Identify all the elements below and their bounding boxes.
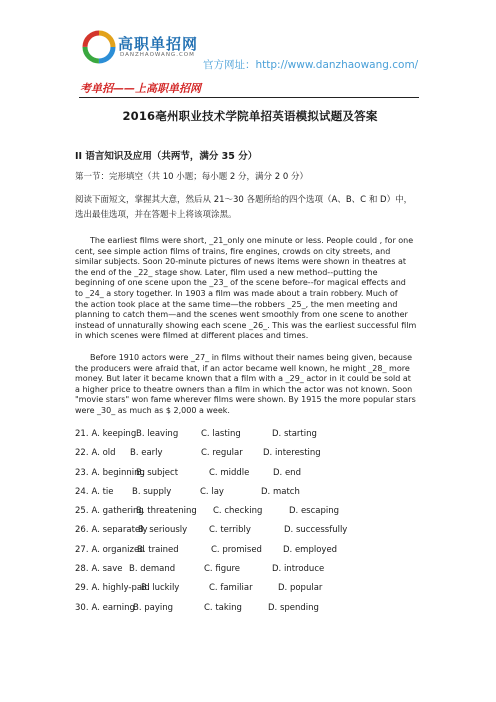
- option-c: C. familiar: [209, 583, 253, 594]
- passage-line: The earliest films were short, _21_only one minute or less. People could , for one: [90, 236, 414, 245]
- section-heading: II 语言知识及应用（共两节，满分 35 分）: [75, 151, 258, 162]
- passage-line: money. But later it became known that a film with a _29_ actor in it could be sold at: [75, 374, 411, 384]
- passage-line: "movie stars" won fame wherever films were shown. By 1915 the more popular stars: [75, 395, 416, 405]
- question-number: 24.: [75, 486, 89, 497]
- option-c: C. promised: [211, 544, 262, 555]
- option-a: A. earning: [91, 602, 135, 613]
- instruction-line: 选出最佳选项，并在答题卡上将该项涂黑。: [75, 210, 237, 220]
- passage-paragraph-2: [75, 353, 425, 417]
- passage-line: beginning of one scene upon the _23_ of the scene before--for magical effects and: [75, 278, 406, 288]
- question-row: [75, 564, 425, 583]
- instructions: [75, 193, 425, 223]
- question-row: [75, 429, 425, 448]
- question-row: [75, 448, 425, 467]
- option-d: D. employed: [283, 544, 338, 555]
- option-c: C. middle: [209, 467, 250, 478]
- option-b: B. trained: [137, 544, 179, 555]
- option-a: A. tie: [91, 486, 114, 497]
- option-d: D. starting: [272, 429, 317, 439]
- part-heading: 第一节：完形填空（共 10 小题；每小题 2 分，满分 2 0 分）: [75, 172, 308, 182]
- option-b: B. subject: [136, 467, 179, 478]
- option-d: D. successfully: [284, 525, 348, 536]
- slogan: 考单招——上高职单招网: [80, 82, 201, 95]
- option-c: C. lasting: [201, 429, 241, 439]
- option-c: C. figure: [204, 564, 241, 575]
- question-row: [75, 468, 425, 487]
- option-d: D. spending: [268, 602, 319, 613]
- passage-line: Before 1910 actors were _27_ in films without their names being given, because: [90, 353, 412, 362]
- option-d: D. popular: [278, 583, 323, 594]
- option-b: B. threatening: [136, 506, 197, 517]
- question-number: 21.: [75, 429, 89, 439]
- option-b: B. leaving: [136, 429, 179, 439]
- option-c: C. terribly: [209, 525, 251, 536]
- question-label: [75, 603, 135, 613]
- question-number: 22.: [75, 448, 89, 459]
- option-b: B. luckily: [141, 583, 180, 594]
- logo-globe-icon: [82, 30, 116, 64]
- option-a: A. gathering: [91, 506, 144, 517]
- question-row: [75, 583, 425, 602]
- answer-options: [75, 429, 425, 622]
- logo-subtext: DANZHAOWANG.COM: [120, 52, 195, 58]
- option-b: B. seriously: [138, 525, 188, 536]
- option-a: A. keeping: [91, 429, 137, 439]
- passage-line: were _30_ as much as $ 2,000 a week.: [75, 405, 230, 415]
- question-label: [75, 487, 114, 497]
- option-a: A. separately: [91, 525, 148, 536]
- question-row: [75, 487, 425, 506]
- passage-line: instead of unnaturally showing each scene _26_. This was the earliest successful film: [75, 320, 417, 330]
- passage-line: similar subjects. Soon 20-minute pictures of news items were shown in theatres at: [75, 257, 406, 267]
- question-number: 26.: [75, 525, 89, 536]
- site-url-link[interactable]: 官方网址：http://www.danzhaowang.com/: [203, 59, 419, 71]
- instruction-line: 阅读下面短文，掌握其大意，然后从 21～30 各题所给的四个选项（A、B、C 和 D）中，: [75, 195, 413, 205]
- option-c: C. taking: [204, 602, 242, 613]
- question-number: 30.: [75, 602, 89, 613]
- question-row: [75, 525, 425, 544]
- question-number: 28.: [75, 564, 89, 575]
- option-d: D. escaping: [289, 506, 340, 517]
- question-label: [75, 545, 145, 555]
- question-number: 29.: [75, 583, 89, 594]
- question-number: 23.: [75, 467, 89, 478]
- passage-line: the end of the _22_ stage show. Later, film used a new method--putting the: [75, 267, 378, 277]
- option-d: D. interesting: [263, 448, 321, 459]
- document-title: 2016亳州职业技术学院单招英语模拟试题及答案: [122, 109, 378, 123]
- passage-line: the action took place at the same time—the robbers _25_, the men meeting and: [75, 299, 398, 309]
- option-b: B. early: [130, 448, 163, 459]
- question-label: [75, 583, 150, 593]
- option-b: B. paying: [133, 602, 174, 613]
- passage-line: a higher price to theatre owners than a film in which the actor was not known. Soon: [75, 384, 413, 394]
- option-b: B. demand: [129, 564, 176, 575]
- question-row: [75, 506, 425, 525]
- option-a: A. organized: [91, 544, 145, 555]
- question-number: 27.: [75, 544, 89, 555]
- question-label: [75, 564, 123, 574]
- question-row: [75, 545, 425, 564]
- logo-text: 高职单招网: [118, 35, 199, 53]
- passage-line: cent, see simple action films of trains, fire engines, crowds on city streets, and: [75, 246, 391, 256]
- question-label: [75, 506, 144, 516]
- question-label: [75, 429, 136, 439]
- option-b: B. supply: [132, 486, 172, 497]
- question-number: 25.: [75, 506, 89, 517]
- page-header: [0, 0, 496, 100]
- option-a: A. beginning: [91, 467, 145, 478]
- passage-paragraph-1: [75, 236, 425, 342]
- option-d: D. introduce: [272, 564, 325, 575]
- option-c: C. regular: [201, 448, 243, 459]
- passage-line: to _24_ a story together. In 1903 a film was made about a train robbery. Much of: [75, 288, 398, 298]
- option-d: D. match: [261, 486, 300, 497]
- option-c: C. lay: [200, 486, 224, 497]
- question-label: [75, 468, 145, 478]
- option-a: A. highly-paid: [91, 583, 150, 594]
- passage-line: planning to catch them—and the scenes went smoothly from one scene to another: [75, 310, 408, 320]
- option-d: D. end: [273, 467, 301, 478]
- passage-line: the producers were afraid that, if an actor became well known, he might _28_ more: [75, 363, 410, 373]
- question-row: [75, 603, 425, 622]
- option-a: A. old: [91, 448, 116, 459]
- option-c: C. checking: [213, 506, 263, 517]
- question-label: [75, 448, 116, 458]
- option-a: A. save: [91, 564, 123, 575]
- header-divider: [79, 97, 419, 98]
- question-label: [75, 525, 148, 535]
- passage-line: in which scenes were filmed at different places and times.: [75, 331, 309, 341]
